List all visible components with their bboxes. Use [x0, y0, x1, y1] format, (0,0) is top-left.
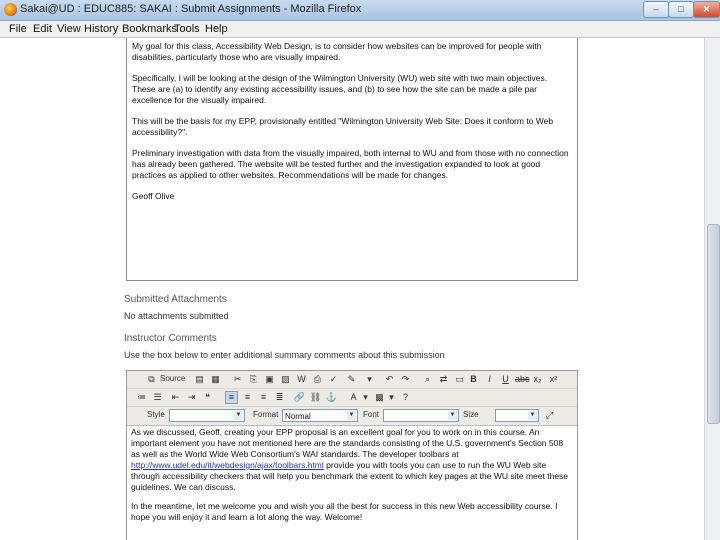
comment-editor [126, 370, 578, 540]
link-icon[interactable]: 🔗 [293, 392, 306, 402]
maximize-button[interactable]: □ [668, 1, 694, 18]
toolbars-link[interactable]: http://www.udel.edu/it/webdesign/ajax/toolbars.html [131, 460, 324, 470]
source-icon[interactable]: ⧉ [148, 374, 155, 384]
unlink-icon[interactable]: ⛓ [309, 392, 322, 402]
paste-text-icon[interactable]: ▧ [281, 374, 290, 384]
submission-paragraph: My goal for this class, Accessibility Web Design, is to consider how websites can be improved for people with disabilities, particularly those who are visually impaired. [132, 41, 542, 62]
superscript-icon[interactable]: x² [549, 374, 558, 384]
help-icon[interactable]: ? [402, 392, 408, 402]
decrease-indent-icon[interactable]: ⇤ [171, 392, 180, 402]
format-select-value: Normal [285, 412, 311, 421]
source-button[interactable]: Source [160, 374, 186, 383]
firefox-icon [4, 3, 17, 16]
close-button[interactable]: ✕ [693, 1, 720, 18]
editor-toolbar-row-1 [127, 371, 577, 389]
redo-icon[interactable]: ↷ [401, 374, 410, 384]
menu-edit[interactable]: Edit [33, 23, 52, 35]
format-select[interactable] [282, 409, 358, 422]
chevron-down-icon: ▼ [348, 412, 355, 418]
minimize-button[interactable]: – [643, 1, 669, 18]
window-titlebar [0, 0, 720, 21]
chevron-down-icon: ▼ [235, 412, 242, 418]
anchor-icon[interactable]: ⚓ [325, 392, 338, 402]
menu-bar [0, 21, 720, 38]
comment-paragraph: As we discussed, Geoff, creating your EPP proposal is an excellent goal for you to work on in this course. An important element you have not mentioned here are the standards consisting of the U.S. government's Section 508 as well as the World Wide Web Consortium's WAI standards. The developer toolbars at http://www.udel.edu/it/webdesign/ajax/toolbars.html provide you with tools you can use to run the WU Web site through accessibility checkers that will help you benchmark the extent to which key pages at the WU site meet these guidelines. We can discuss. [131, 427, 569, 492]
increase-indent-icon[interactable]: ⇥ [187, 392, 196, 402]
menu-tools[interactable]: Tools [174, 23, 200, 35]
page-scrollbar[interactable] [704, 38, 720, 540]
menu-history[interactable]: History [84, 23, 119, 35]
strikethrough-icon[interactable]: abc [515, 374, 530, 384]
cut-icon[interactable]: ✂ [233, 374, 242, 384]
format-label: Format [253, 410, 279, 419]
chevron-down-icon: ▼ [529, 412, 536, 418]
comment-editor-body[interactable] [127, 427, 577, 540]
submission-paragraph: This will be the basis for my EPP, provisionally entitled "Wilmington University Web Site: Does it conform to Web accessibility?". [132, 116, 554, 137]
font-label: Font [363, 410, 380, 419]
attachments-heading: Submitted Attachments [124, 294, 227, 305]
underline-icon[interactable]: U [502, 374, 509, 384]
paste-icon[interactable]: ▣ [265, 374, 274, 384]
chevron-down-icon: ▼ [449, 412, 456, 418]
spellcheck-as-you-type-icon[interactable]: ✎ [347, 374, 356, 384]
preview-icon[interactable]: ▤ [195, 374, 204, 384]
align-right-icon[interactable]: ≡ [260, 392, 267, 402]
submission-signature: Geoff Olive [132, 191, 175, 201]
undo-icon[interactable]: ↶ [385, 374, 394, 384]
bulleted-list-icon[interactable]: ☰ [153, 392, 162, 402]
editor-toolbar-row-3 [127, 407, 577, 426]
page-viewport [0, 38, 704, 540]
maximize-editor-icon[interactable]: ⤢ [545, 410, 554, 420]
size-select[interactable] [495, 409, 539, 422]
replace-icon[interactable]: ⇄ [439, 374, 448, 384]
templates-icon[interactable]: ▦ [211, 374, 220, 384]
paste-word-icon[interactable]: W [297, 374, 306, 384]
window-title: Sakai@UD : EDUC885: SAKAI : Submit Assignments - Mozilla Firefox [20, 3, 362, 15]
comment-paragraph: In the meantime, let me welcome you and wish you all the best for success in this new Web accessibility course. I hope you will enjoy it and learn a lot along the way. Welcome! [131, 501, 558, 522]
font-select[interactable] [383, 409, 459, 422]
style-label: Style [147, 410, 165, 419]
menu-file[interactable]: File [9, 23, 27, 35]
spellcheck-dropdown-icon[interactable]: ▾ [367, 374, 372, 384]
copy-icon[interactable]: ⎘ [249, 374, 258, 384]
blockquote-icon[interactable]: ❝ [205, 392, 210, 402]
text-color-dropdown-icon[interactable]: ▾ [363, 392, 368, 402]
menu-view[interactable]: View [57, 23, 81, 35]
attachments-status: No attachments submitted [124, 311, 229, 321]
print-icon[interactable]: ⎙ [313, 374, 322, 384]
instructor-comments-heading: Instructor Comments [124, 333, 217, 344]
numbered-list-icon[interactable]: ≔ [137, 392, 146, 402]
spellcheck-icon[interactable]: ✓ [329, 374, 338, 384]
style-select[interactable] [169, 409, 245, 422]
align-center-icon[interactable]: ≡ [244, 392, 251, 402]
italic-icon[interactable]: I [488, 374, 491, 384]
instructor-instructions: Use the box below to enter additional summary comments about this submission [124, 350, 445, 360]
background-color-icon[interactable]: ▩ [375, 392, 384, 402]
menu-bookmarks[interactable]: Bookmarks [122, 23, 178, 35]
submission-paragraph: Specifically, I will be looking at the design of the Wilmington University (WU) web site with two main objectives. These are (a) to identify any existing accessibility issues, and (b) to see how the site can be made a pile par excellence for the visually impaired. [132, 73, 548, 105]
size-label: Size [463, 410, 479, 419]
menu-help[interactable]: Help [205, 23, 228, 35]
bold-icon[interactable]: B [470, 374, 477, 384]
editor-toolbar-row-2 [127, 389, 577, 407]
align-left-icon[interactable]: ≡ [225, 391, 238, 404]
subscript-icon[interactable]: x₂ [533, 374, 542, 384]
text-color-icon[interactable]: A [350, 392, 357, 402]
justify-icon[interactable]: ≣ [275, 392, 284, 402]
background-color-dropdown-icon[interactable]: ▾ [389, 392, 394, 402]
submission-text-box [126, 38, 578, 281]
find-icon[interactable]: ⌕ [424, 374, 431, 384]
scrollbar-thumb[interactable] [707, 224, 720, 424]
submission-paragraph: Preliminary investigation with data from the visually impaired, both internal to WU and from those with no connection has already been gathered. The website will be tested further and the investigation expanded to look at good practices as applied to other websites. Recommendations will be made for changes. [132, 148, 569, 180]
select-all-icon[interactable]: ▭ [455, 374, 464, 384]
